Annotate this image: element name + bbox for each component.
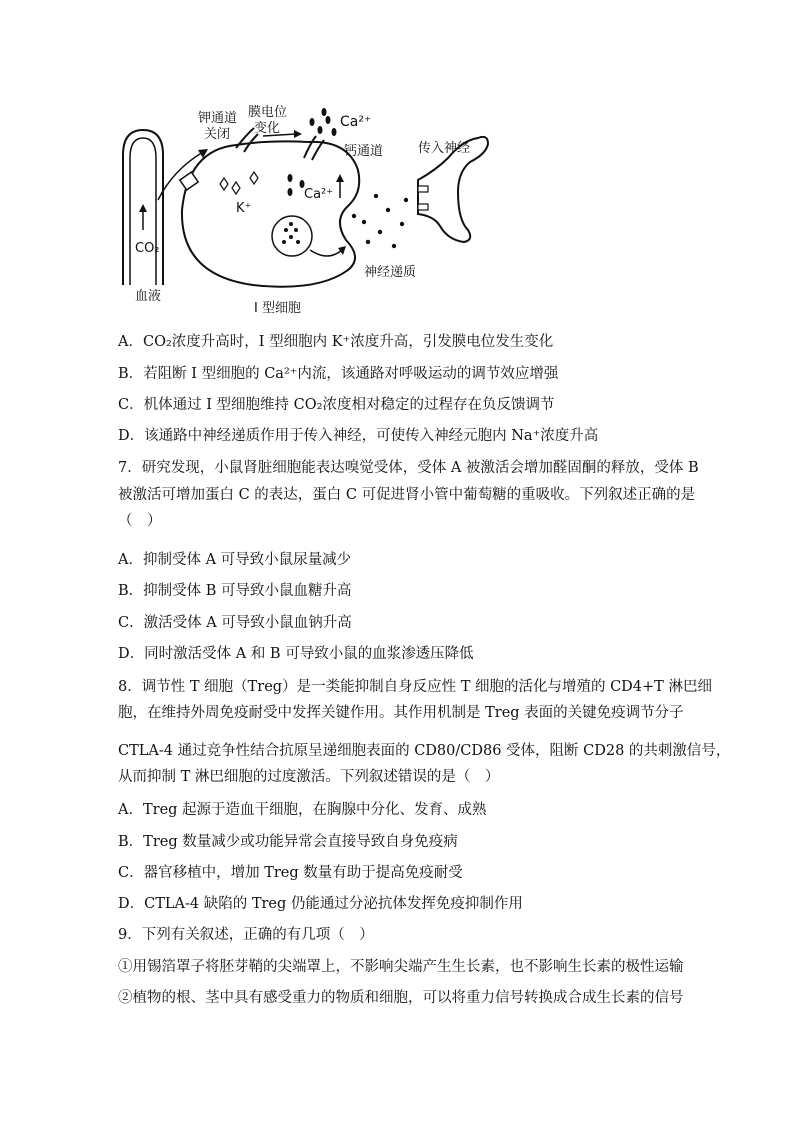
cell-label: I 型细胞 [254,301,301,316]
option-line: A．抑制受体 A 可导致小鼠尿量减少 [118,552,352,568]
membrane-label-2: 变化 [254,121,281,136]
k-ion-mark [250,172,258,184]
question-line: 7．研究发现，小鼠肾脏细胞能表达嗅觉受体，受体 A 被激活会增加醛固酮的释放，受体 B [118,460,699,476]
membrane-label-1: 膜电位 [248,105,288,120]
ca-top-label: Ca²⁺ [340,114,372,130]
ca-ion-mark [288,174,293,182]
diffusion-arrow [158,152,203,200]
ca-ion-mark [310,118,315,126]
exocytosis-arrow [310,250,342,256]
question-line: 8．调节性 T 细胞（Treg）是一类能抑制自身反应性 T 细胞的活化与增殖的 CD4+T 淋巴细 [118,679,712,695]
afferent-label: 传入神经 [418,141,471,156]
option-line: B．抑制受体 B 可导致小鼠血糖升高 [118,583,352,599]
option-line: A．Treg 起源于造血干细胞，在胸腺中分化、发育、成熟 [118,802,487,818]
ca-ion-mark [322,108,327,116]
ca-inside-label: Ca²⁺ [304,187,334,202]
neurotransmitter-label: 神经递质 [364,265,417,280]
statement-line: ①用锡箔罩子将胚芽鞘的尖端罩上，不影响尖端产生生长素，也不影响生长素的极性运输 [118,959,684,975]
ca-channel [304,136,324,160]
option-line: A．CO₂浓度升高时，I 型细胞内 K⁺浓度升高，引发膜电位发生变化 [118,334,554,350]
option-line: C．器官移植中，增加 Treg 数量有助于提高免疫耐受 [118,865,463,881]
question-line: 被激活可增加蛋白 C 的表达，蛋白 C 可促进肾小管中葡萄糖的重吸收。下列叙述正确的是 [118,487,696,503]
ca-ion-mark [332,128,337,136]
question-line: （ ） [118,513,162,529]
type1-cell [182,141,359,286]
option-line: C．激活受体 A 可导致小鼠血钠升高 [118,615,352,631]
membrane-arrowhead [294,130,302,138]
option-line: C．机体通过 I 型细胞维持 CO₂浓度相对稳定的过程存在负反馈调节 [118,397,555,413]
option-line: D．该通路中神经递质作用于传入神经，可使传入神经元胞内 Na⁺浓度升高 [118,428,599,444]
ca-ion-mark [318,126,323,134]
cell-diagram [118,100,538,320]
k-channel-label-2: 关闭 [204,127,231,142]
question-line: 9．下列有关叙述，正确的有几项（ ） [118,927,374,943]
question-line: 从而抑制 T 淋巴细胞的过度激活。下列叙述错误的是（ ） [118,769,500,785]
ca-ion-mark [288,188,293,196]
blood-label: 血液 [135,289,162,304]
question-line: 胞，在维持外周免疫耐受中发挥关键作用。其作用机制是 Treg 表面的关键免疫调节分子 [118,705,684,721]
k-ion-label: K⁺ [236,201,252,216]
co2-arrowhead [139,204,147,212]
option-line: D．CTLA-4 缺陷的 Treg 仍能通过分泌抗体发挥免疫抑制作用 [118,896,523,912]
option-line: B．若阻断 I 型细胞的 Ca²⁺内流，该通路对呼吸运动的调节效应增强 [118,366,559,382]
k-ion-mark [220,178,228,190]
question-line: CTLA-4 通过竞争性结合抗原呈递细胞表面的 CD80/CD86 受体，阻断 CD28 的共刺激信号， [118,743,731,759]
option-line: D．同时激活受体 A 和 B 可导致小鼠的血浆渗透压降低 [118,646,474,662]
ca-ion-mark [326,116,331,124]
nerve-receptor [418,186,428,192]
ca-channel-label: 钙通道 [344,144,384,159]
statement-line: ②植物的根、茎中具有感受重力的物质和细胞，可以将重力信号转换成合成生长素的信号 [118,990,684,1006]
k-ion-mark [232,182,240,194]
ca-influx-arrowhead [336,174,344,182]
co2-label: CO₂ [135,241,160,256]
k-channel-label-1: 钾通道 [198,111,238,126]
receptor-box [180,172,198,190]
nerve-receptor [418,204,428,210]
diagram-svg [118,100,538,320]
option-line: B．Treg 数量减少或功能异常会直接导致自身免疫病 [118,834,458,850]
